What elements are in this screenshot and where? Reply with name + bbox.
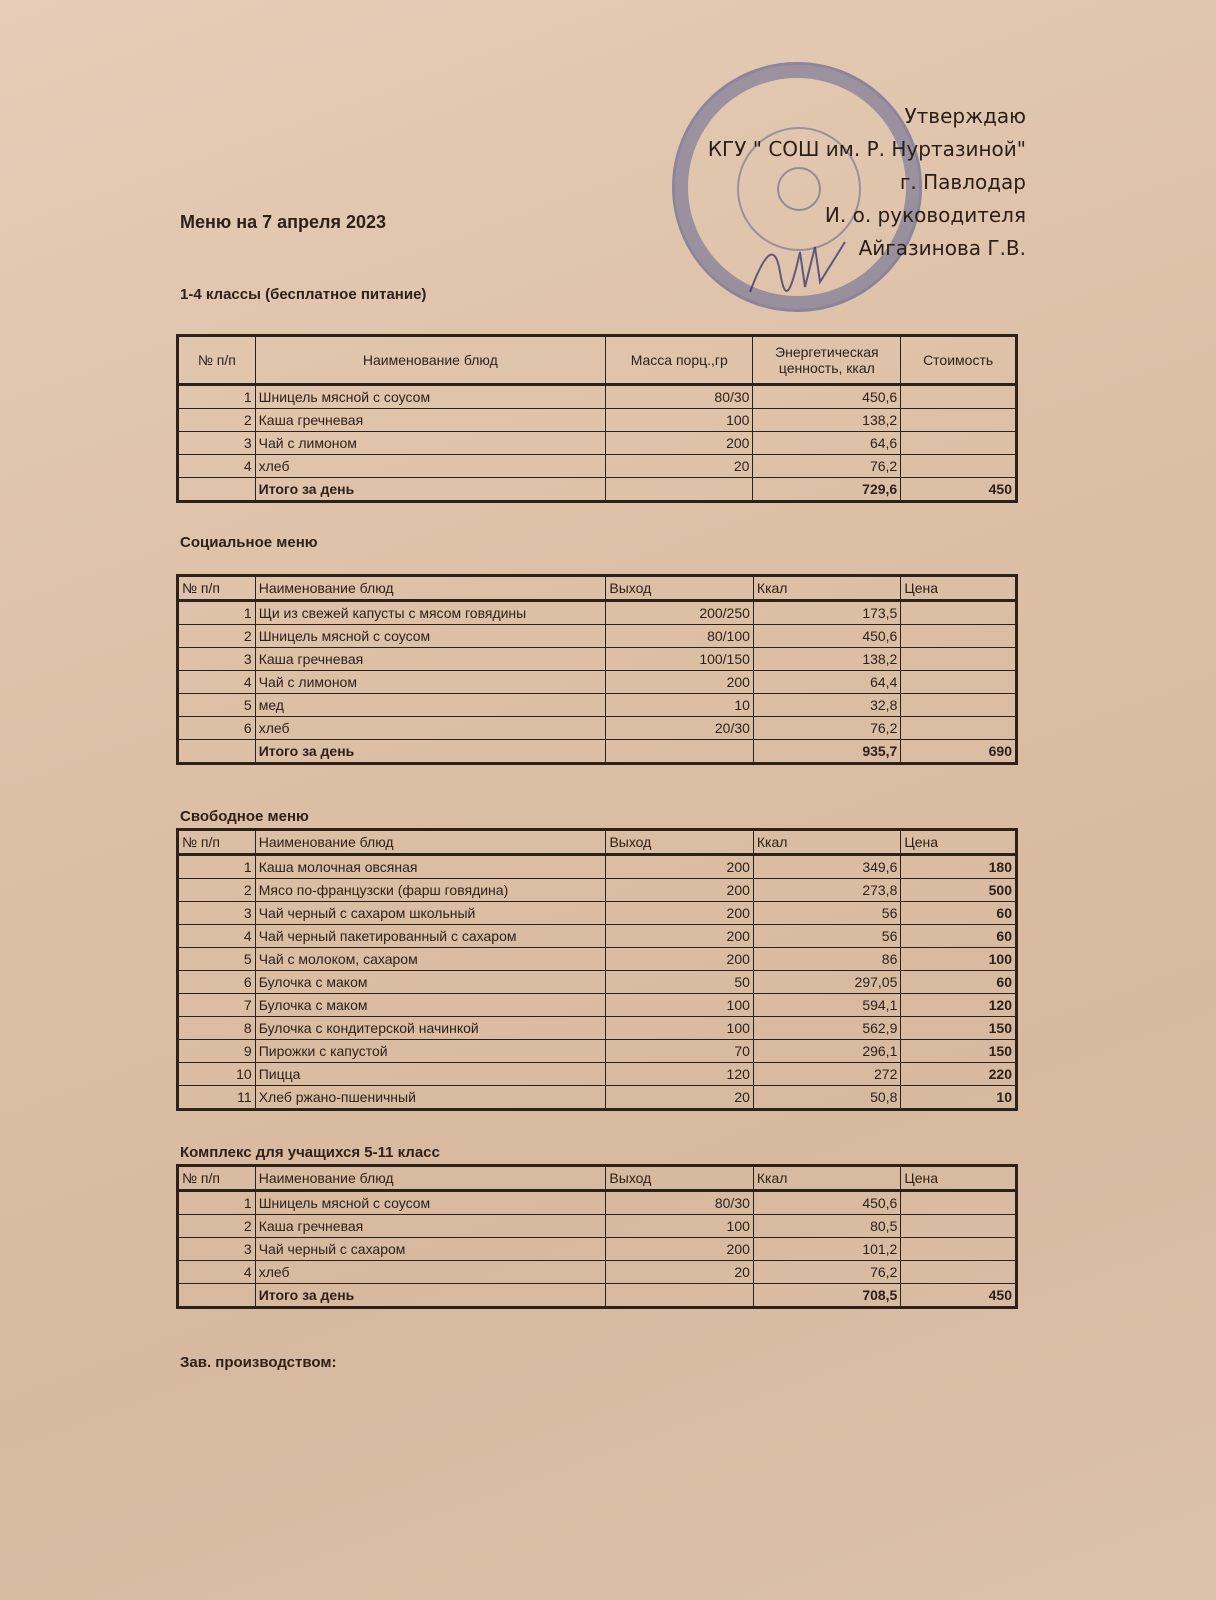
table-row — [178, 1215, 1017, 1238]
table-row — [178, 671, 1017, 694]
table-cell — [901, 1191, 1017, 1215]
approval-line: Утверждаю — [904, 104, 1026, 128]
table-cell: 138,2 — [753, 409, 901, 432]
total-cell — [178, 1284, 256, 1308]
table-cell: 50 — [606, 971, 753, 994]
column-header: Ккал — [753, 830, 900, 855]
table-row — [178, 994, 1017, 1017]
column-header: Стоимость — [901, 336, 1017, 385]
table-cell: 173,5 — [753, 601, 900, 625]
table-cell: 3 — [178, 1238, 256, 1261]
table-cell: 100 — [606, 409, 753, 432]
table-cell: 76,2 — [753, 1261, 900, 1284]
table-cell: Каша гречневая — [255, 648, 606, 671]
column-header: Наименование блюд — [255, 576, 606, 601]
table-row — [178, 971, 1017, 994]
column-header: Выход — [606, 830, 753, 855]
column-header: Наименование блюд — [255, 336, 605, 385]
approval-line: г. Павлодар — [899, 170, 1026, 194]
total-cell: Итого за день — [255, 1284, 606, 1308]
table-cell — [901, 717, 1017, 740]
table-cell: Пирожки с капустой — [255, 1040, 606, 1063]
table-cell: Чай черный пакетированный с сахаром — [255, 925, 606, 948]
table-cell: Шницель мясной с соусом — [255, 625, 606, 648]
table-cell: 20 — [606, 1086, 753, 1110]
total-cell — [178, 740, 256, 764]
table-row — [178, 717, 1017, 740]
table-cell — [901, 1215, 1017, 1238]
table-cell: 20 — [606, 1261, 753, 1284]
table-cell: Каша гречневая — [255, 1215, 606, 1238]
total-cell: 729,6 — [753, 478, 901, 502]
table-cell: 220 — [901, 1063, 1017, 1086]
table-cell: 100 — [606, 1017, 753, 1040]
table-cell: 60 — [901, 971, 1017, 994]
table-cell: 101,2 — [753, 1238, 900, 1261]
table-row — [178, 648, 1017, 671]
table-cell: 150 — [901, 1017, 1017, 1040]
table-cell: 200 — [606, 855, 753, 879]
table-cell: 7 — [178, 994, 256, 1017]
table-cell: Чай с лимоном — [255, 671, 606, 694]
table-cell: 3 — [178, 648, 256, 671]
column-header: Цена — [901, 1166, 1017, 1191]
table-cell: 100 — [606, 1215, 753, 1238]
table-cell: 2 — [178, 1215, 256, 1238]
total-row — [178, 740, 1017, 764]
table-cell: 4 — [178, 671, 256, 694]
table-cell: 2 — [178, 879, 256, 902]
table-cell: 297,05 — [753, 971, 900, 994]
approval-line: Айгазинова Г.В. — [858, 236, 1026, 260]
table-cell: Шницель мясной с соусом — [255, 385, 605, 409]
total-cell: 690 — [901, 740, 1017, 764]
total-row — [178, 478, 1017, 502]
table-cell: 11 — [178, 1086, 256, 1110]
table-row — [178, 601, 1017, 625]
table-cell: Чай черный с сахаром — [255, 1238, 606, 1261]
table-cell: Мясо по-французски (фарш говядина) — [255, 879, 606, 902]
column-header: № п/п — [178, 830, 256, 855]
table-cell: 80,5 — [753, 1215, 900, 1238]
table-cell: 5 — [178, 948, 256, 971]
table-cell: 100/150 — [606, 648, 754, 671]
table-cell: 20 — [606, 455, 753, 478]
table-cell: 200 — [606, 432, 753, 455]
table-header-row — [178, 576, 1017, 601]
table-row — [178, 432, 1017, 455]
table-cell: 20/30 — [606, 717, 754, 740]
total-cell — [178, 478, 256, 502]
table-cell: 100 — [606, 994, 753, 1017]
table-cell: 200 — [606, 879, 753, 902]
table-cell: хлеб — [255, 455, 605, 478]
column-header: Масса порц.,гр — [606, 336, 753, 385]
table-cell: 349,6 — [753, 855, 900, 879]
table-cell: 2 — [178, 409, 256, 432]
table-header-row — [178, 336, 1017, 385]
table-cell: 10 — [178, 1063, 256, 1086]
column-header: Ккал — [753, 1166, 900, 1191]
table-cell: 32,8 — [753, 694, 900, 717]
table-cell: 50,8 — [753, 1086, 900, 1110]
column-header: Выход — [606, 1166, 753, 1191]
column-header: Цена — [901, 830, 1017, 855]
table-cell: 86 — [753, 948, 900, 971]
table-cell — [901, 625, 1017, 648]
total-cell: Итого за день — [255, 478, 605, 502]
table-cell: Каша гречневая — [255, 409, 605, 432]
table-row — [178, 855, 1017, 879]
table-cell: 80/30 — [606, 1191, 753, 1215]
table-cell: 562,9 — [753, 1017, 900, 1040]
total-cell: 450 — [901, 1284, 1017, 1308]
table-cell — [901, 1261, 1017, 1284]
table-cell: 4 — [178, 1261, 256, 1284]
total-cell: 450 — [901, 478, 1017, 502]
table-cell: 5 — [178, 694, 256, 717]
table-cell: 60 — [901, 925, 1017, 948]
table-row — [178, 625, 1017, 648]
table-cell: Каша молочная овсяная — [255, 855, 606, 879]
table-cell: 9 — [178, 1040, 256, 1063]
table-cell — [901, 409, 1017, 432]
table-cell: 1 — [178, 385, 256, 409]
column-header: Энергетическая ценность, ккал — [753, 336, 901, 385]
table-cell: 8 — [178, 1017, 256, 1040]
menu-table — [176, 574, 1018, 765]
table-cell: 1 — [178, 601, 256, 625]
total-cell — [606, 478, 753, 502]
menu-table — [176, 828, 1018, 1111]
table-row — [178, 1191, 1017, 1215]
table-cell: Булочка с маком — [255, 994, 606, 1017]
table-cell — [901, 432, 1017, 455]
table-cell — [901, 385, 1017, 409]
table-cell: 296,1 — [753, 1040, 900, 1063]
table-cell: 3 — [178, 902, 256, 925]
table-cell: Чай с молоком, сахаром — [255, 948, 606, 971]
menu-table — [176, 1164, 1018, 1309]
table-row — [178, 1261, 1017, 1284]
table-cell — [901, 601, 1017, 625]
table-cell — [901, 455, 1017, 478]
table-cell: 272 — [753, 1063, 900, 1086]
table-cell: 76,2 — [753, 455, 901, 478]
table-cell: 6 — [178, 971, 256, 994]
table-cell: 180 — [901, 855, 1017, 879]
table-cell — [901, 1238, 1017, 1261]
column-header: Наименование блюд — [255, 830, 606, 855]
menu-table — [176, 334, 1018, 503]
column-header: Наименование блюд — [255, 1166, 606, 1191]
column-header: № п/п — [178, 576, 256, 601]
column-header: Выход — [606, 576, 754, 601]
table-cell: 70 — [606, 1040, 753, 1063]
table-cell: 64,6 — [753, 432, 901, 455]
total-row — [178, 1284, 1017, 1308]
table-cell: Булочка с кондитерской начинкой — [255, 1017, 606, 1040]
table-cell: 56 — [753, 902, 900, 925]
table-header-row — [178, 1166, 1017, 1191]
column-header: № п/п — [178, 1166, 256, 1191]
table-cell: 138,2 — [753, 648, 900, 671]
table-cell: 120 — [606, 1063, 753, 1086]
table-cell: 4 — [178, 925, 256, 948]
table-row — [178, 948, 1017, 971]
table-cell: 80/100 — [606, 625, 754, 648]
table-cell: 450,6 — [753, 1191, 900, 1215]
table-cell: 200 — [606, 1238, 753, 1261]
table-row — [178, 409, 1017, 432]
table-cell: хлеб — [255, 1261, 606, 1284]
table-row — [178, 1238, 1017, 1261]
total-cell — [606, 740, 754, 764]
table-cell: Пицца — [255, 1063, 606, 1086]
table-cell: 200 — [606, 948, 753, 971]
table-cell: 150 — [901, 1040, 1017, 1063]
table-row — [178, 879, 1017, 902]
table-row — [178, 1017, 1017, 1040]
table-cell: 200 — [606, 671, 754, 694]
approval-block — [708, 100, 1026, 265]
table-cell: 450,6 — [753, 625, 900, 648]
table-cell: 500 — [901, 879, 1017, 902]
table-row — [178, 1063, 1017, 1086]
table-cell: 4 — [178, 455, 256, 478]
table-cell — [901, 671, 1017, 694]
table-cell: Чай с лимоном — [255, 432, 605, 455]
table-cell: 56 — [753, 925, 900, 948]
column-header: № п/п — [178, 336, 256, 385]
footer-label: Зав. производством: — [180, 1354, 337, 1371]
table-cell: 64,4 — [753, 671, 900, 694]
table-cell: 1 — [178, 855, 256, 879]
table-row — [178, 1086, 1017, 1110]
table-cell: Щи из свежей капусты с мясом говядины — [255, 601, 606, 625]
table-row — [178, 385, 1017, 409]
total-cell: 935,7 — [753, 740, 900, 764]
section-title: Социальное меню — [180, 534, 318, 551]
table-cell: 200 — [606, 925, 753, 948]
table-cell: 120 — [901, 994, 1017, 1017]
table-cell: 60 — [901, 902, 1017, 925]
table-cell: Чай черный с сахаром школьный — [255, 902, 606, 925]
page-title: Меню на 7 апреля 2023 — [180, 212, 387, 232]
table-cell: 1 — [178, 1191, 256, 1215]
table-cell: 100 — [901, 948, 1017, 971]
section-title: Комплекс для учащихся 5-11 класс — [180, 1144, 440, 1161]
table-row — [178, 1040, 1017, 1063]
table-cell: 76,2 — [753, 717, 900, 740]
section-title: 1-4 классы (бесплатное питание) — [180, 286, 427, 303]
table-cell: Булочка с маком — [255, 971, 606, 994]
section-title: Свободное меню — [180, 808, 309, 825]
table-row — [178, 925, 1017, 948]
table-cell: 6 — [178, 717, 256, 740]
approval-line: И. о. руководителя — [824, 203, 1026, 227]
column-header: Ккал — [753, 576, 900, 601]
table-cell: 3 — [178, 432, 256, 455]
table-cell: 200/250 — [606, 601, 754, 625]
total-cell — [606, 1284, 753, 1308]
table-cell: Шницель мясной с соусом — [255, 1191, 606, 1215]
table-cell: хлеб — [255, 717, 606, 740]
table-cell: 594,1 — [753, 994, 900, 1017]
table-cell: 80/30 — [606, 385, 753, 409]
table-cell: 10 — [901, 1086, 1017, 1110]
total-cell: Итого за день — [255, 740, 606, 764]
table-cell: 2 — [178, 625, 256, 648]
table-header-row — [178, 830, 1017, 855]
table-cell: Хлеб ржано-пшеничный — [255, 1086, 606, 1110]
table-cell — [901, 694, 1017, 717]
table-cell — [901, 648, 1017, 671]
table-cell: 450,6 — [753, 385, 901, 409]
table-cell: мед — [255, 694, 606, 717]
table-cell: 200 — [606, 902, 753, 925]
column-header: Цена — [901, 576, 1017, 601]
table-row — [178, 902, 1017, 925]
table-row — [178, 455, 1017, 478]
table-row — [178, 694, 1017, 717]
table-cell: 273,8 — [753, 879, 900, 902]
total-cell: 708,5 — [753, 1284, 900, 1308]
table-cell: 10 — [606, 694, 754, 717]
approval-line: КГУ " СОШ им. Р. Нуртазиной" — [707, 137, 1026, 161]
